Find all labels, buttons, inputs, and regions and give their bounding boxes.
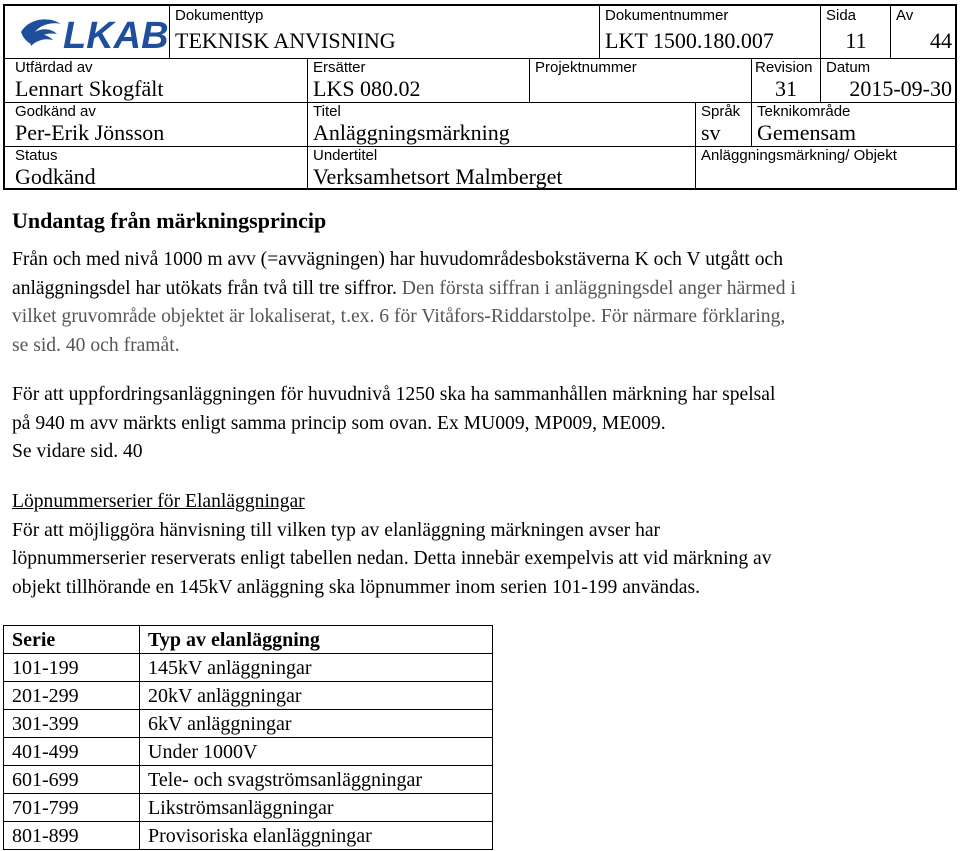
av-value: 44 (930, 28, 952, 53)
grid-line (599, 6, 600, 58)
status-value: Godkänd (15, 164, 96, 189)
sida-value: 11 (845, 28, 867, 53)
lkab-logo (19, 12, 169, 54)
av-label: Av (896, 7, 914, 24)
table-row (4, 822, 493, 850)
table-cell-serie: 801-899 (4, 822, 140, 850)
table-cell-serie: 201-299 (4, 682, 140, 710)
text-line: Se vidare sid. 40 (12, 441, 143, 462)
grid-line (529, 58, 530, 102)
table-cell-serie: 101-199 (4, 654, 140, 682)
grid-line (169, 6, 170, 58)
grid-line (751, 102, 752, 146)
dokumenttyp-label: Dokumenttyp (175, 7, 264, 24)
table-header-row (4, 626, 493, 654)
section-subheading: Löpnummerserier för Elanläggningar (12, 491, 305, 512)
table-cell-typ: 6kV anläggningar (140, 710, 493, 738)
ersatter-label: Ersätter (313, 59, 366, 76)
table-cell-typ: Provisoriska elanläggningar (140, 822, 493, 850)
projektnummer-label: Projektnummer (535, 59, 637, 76)
table-cell-typ: Tele- och svagströmsanläggningar (140, 766, 493, 794)
table-row (4, 794, 493, 822)
text-line: se sid. 40 och framåt. (12, 334, 180, 356)
paragraph-uppfordring (12, 381, 957, 467)
paragraph-lopnummer (12, 488, 957, 602)
column-header-typ: Typ av elanläggning (140, 626, 493, 654)
text-line (12, 275, 957, 304)
table-cell-typ: 20kV anläggningar (140, 682, 493, 710)
table-cell-typ: 145kV anläggningar (140, 654, 493, 682)
table-cell-typ: Under 1000V (140, 738, 493, 766)
datum-label: Datum (826, 59, 871, 76)
table-cell-typ: Likströmsanläggningar (140, 794, 493, 822)
table-cell-serie: 401-499 (4, 738, 140, 766)
undertitel-value: Verksamhetsort Malmberget (313, 164, 563, 189)
table-row (4, 738, 493, 766)
table-cell-serie: 601-699 (4, 766, 140, 794)
titel-value: Anläggningsmärkning (313, 120, 510, 145)
titel-label: Titel (313, 103, 341, 120)
table-row (4, 766, 493, 794)
sida-label: Sida (826, 7, 857, 24)
sprak-value: sv (701, 120, 721, 145)
grid-line (820, 58, 821, 102)
table-row (4, 682, 493, 710)
grid-line (820, 6, 821, 58)
grid-line (307, 58, 308, 190)
revision-value: 31 (775, 76, 797, 101)
utfardad-value: Lennart Skogfält (15, 76, 164, 101)
text-span: anläggningsdel har utökats från två till tre siffror. (12, 277, 397, 299)
paragraph-undantag (12, 246, 957, 360)
dokumentnummer-value: LKT 1500.180.007 (605, 28, 774, 53)
text-line: på 940 m avv märkts enligt samma princip som ovan. Ex MU009, MP009, ME009. (12, 412, 666, 434)
teknikomrade-label: Teknikområde (757, 103, 851, 120)
table-cell-serie: 301-399 (4, 710, 140, 738)
column-header-serie: Serie (4, 626, 140, 654)
section-heading: Undantag från märkningsprincip (12, 208, 327, 233)
lopnummer-table (3, 625, 493, 850)
lkab-logo-icon (19, 12, 169, 54)
datum-value: 2015-09-30 (849, 76, 952, 101)
godkand-av-value: Per-Erik Jönsson (15, 120, 165, 145)
text-span: Den första siffran i anläggningsdel anger härmed i (396, 277, 796, 299)
grid-line (890, 6, 891, 58)
text-line: För att uppfordringsanläggningen för huvudnivå 1250 ska ha sammanhållen märkning har spelsal (12, 384, 776, 405)
text-line: objekt tillhörande en 145kV anläggning ska löpnummer inom serien 101-199 användas. (12, 576, 701, 598)
text-line: vilket gruvområde objektet är lokaliserat, t.ex. 6 för Vitåfors-Riddarstolpe. För närmare förklaring, (12, 306, 786, 327)
table-row (4, 710, 493, 738)
undertitel-label: Undertitel (313, 147, 378, 164)
revision-label: Revision (755, 59, 813, 76)
godkand-av-label: Godkänd av (15, 103, 96, 120)
logo-text: LKAB (63, 15, 169, 54)
teknikomrade-value: Gemensam (757, 120, 856, 145)
ersatter-value: LKS 080.02 (313, 76, 421, 101)
table-row (4, 654, 493, 682)
text-line: Från och med nivå 1000 m avv (=avvägningen) har huvudområdesbokstäverna K och V utgått och (12, 249, 784, 270)
text-line: För att möjliggöra hänvisning till vilken typ av elanläggning märkningen avser har (12, 519, 661, 541)
table-cell-serie: 701-799 (4, 794, 140, 822)
anlaggningsmarkning-objekt-label: Anläggningsmärkning/ Objekt (701, 147, 897, 164)
document-header (3, 4, 957, 190)
dokumenttyp-value: TEKNISK ANVISNING (175, 28, 396, 53)
text-line: löpnummerserier reserverats enligt tabellen nedan. Detta innebär exempelvis att vid märkning av (12, 548, 772, 569)
utfardad-label: Utfärdad av (15, 59, 93, 76)
dokumentnummer-label: Dokumentnummer (605, 7, 729, 24)
status-label: Status (15, 147, 58, 164)
grid-line (751, 58, 752, 102)
sprak-label: Språk (701, 103, 741, 120)
